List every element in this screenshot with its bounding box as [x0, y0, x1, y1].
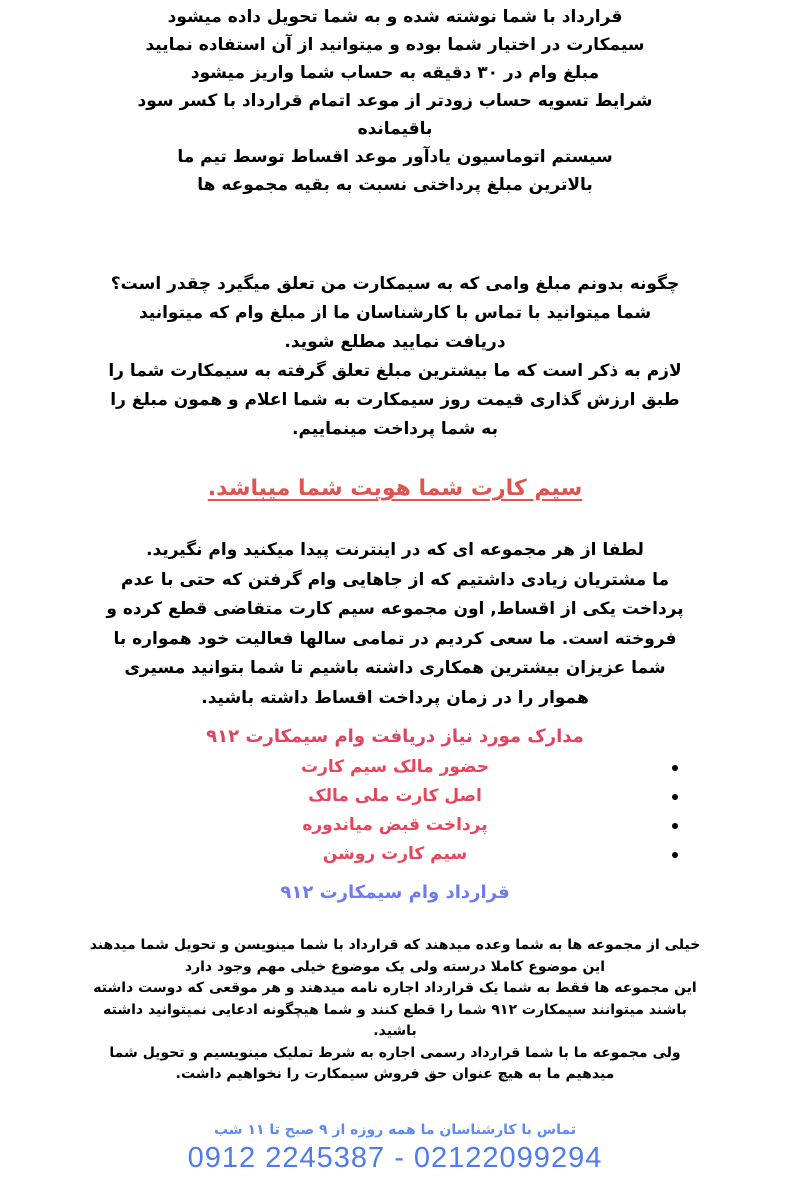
contract-line: این مجموعه ها فقط به شما یک قرارداد اجاره نامه میدهند و هر موقعی که دوست داشته	[93, 980, 697, 996]
warning-line: لطفا از هر مجموعه ای که در اینترنت پیدا میکنید وام نگیرید.	[146, 540, 644, 560]
list-item	[60, 840, 730, 869]
document-item-label: سیم کارت روشن	[322, 844, 468, 864]
loan-amount-faq	[60, 270, 730, 444]
warning-line: شما عزیزان بیشترین همکاری داشته باشیم تا شما بتوانید مسیری	[124, 658, 666, 678]
faq-answer-line: شما میتوانید با تماس با کارشناسان ما از مبلغ وام که میتوانید	[138, 303, 652, 323]
benefit-line: قرارداد با شما نوشته شده و به شما تحویل داده میشود	[167, 7, 623, 27]
benefit-line: سیمکارت در اختیار شما بوده و میتوانید از آن استفاده نمایید	[145, 35, 645, 55]
benefit-line: مبلغ وام در ۳۰ دقیقه به حساب شما واریز میشود	[190, 63, 600, 83]
faq-answer-line: دریافت نمایید مطلع شوید.	[284, 332, 506, 352]
warning-line: هموار را در زمان پرداخت اقساط داشته باشید.	[201, 687, 589, 708]
faq-question: چگونه بدونم مبلغ وامی که به سیمکارت من تعلق میگیرد چقدر است؟	[110, 274, 680, 294]
contact-hours: تماس با کارشناسان ما همه روزه از ۹ صبح تا ۱۱ شب	[213, 1122, 577, 1138]
faq-answer-line: لازم به ذکر است که ما بیشترین مبلغ تعلق گرفته به سیمکارت شما را	[108, 361, 682, 381]
document-item-label: پرداخت قبض میاندوره	[302, 815, 488, 835]
list-item	[60, 811, 730, 840]
required-documents-list	[60, 753, 730, 869]
phone-numbers-link[interactable]: 0912 2245387 - 02122099294	[187, 1142, 603, 1174]
document-item-label: اصل کارت ملی مالک	[308, 786, 482, 806]
list-item	[60, 782, 730, 811]
contract-line: این موضوع کاملا درسته ولی یک موضوع خیلی مهم وجود دارد	[184, 958, 606, 975]
contract-title: قرارداد وام سیمکارت ۹۱۲	[280, 882, 510, 903]
benefit-line: شرایط تسویه حساب زودتر از موعد اتمام قرارداد با کسر سود	[137, 91, 653, 111]
list-item	[60, 753, 730, 782]
bullet-icon	[672, 765, 678, 771]
warning-paragraph	[60, 536, 730, 713]
warning-line: ما مشتریان زیادی داشتیم که از جاهایی وام گرفتن که حتی با عدم	[120, 569, 669, 590]
faq-answer-line: به شما پرداخت مینماییم.	[291, 419, 498, 439]
required-documents-title: مدارک مورد نیاز دریافت وام سیمکارت ۹۱۲	[206, 726, 584, 747]
benefit-line: باقیمانده	[357, 119, 433, 139]
benefit-line: بالاترین مبلغ پرداختی نسبت به بقیه مجموعه ها	[197, 175, 593, 195]
contract-line: میدهیم ما به هیچ عنوان حق فروش سیمکارت را نخواهیم داشت.	[175, 1066, 615, 1082]
warning-line: فروخته است. ما سعی کردیم در تمامی سالها فعالیت خود همواره با	[113, 628, 677, 649]
warning-line: پرداخت یکی از اقساط, اون مجموعه سیم کارت متقاضی قطع کرده و	[106, 599, 684, 619]
identity-heading: سیم کارت شما هویت شما میباشد.	[207, 476, 583, 501]
contract-line: باشید.	[373, 1023, 417, 1039]
document-item-label: حضور مالک سیم کارت	[300, 757, 490, 777]
bullet-icon	[672, 823, 678, 829]
faq-answer-line: طبق ارزش گذاری قیمت روز سیمکارت به شما اعلام و همون مبلغ را	[110, 390, 680, 410]
benefit-line: سیستم اتوماسیون یادآور موعد اقساط توسط تیم ما	[177, 147, 613, 167]
contract-paragraph	[30, 935, 760, 1086]
bullet-icon	[672, 852, 678, 858]
contract-line: خیلی از مجموعه ها به شما وعده میدهند که قرارداد با شما مینویسن و تحویل شما میدهند	[89, 937, 701, 953]
contract-line: ولی مجموعه ما با شما قرارداد رسمی اجاره به شرط تملیک مینویسیم و تحویل شما	[109, 1044, 681, 1061]
bullet-icon	[672, 794, 678, 800]
benefits-list	[60, 3, 730, 199]
contract-line: باشند میتوانند سیمکارت ۹۱۲ شما را قطع کنند و شما هیچگونه ادعایی نمیتوانید داشته	[103, 1001, 687, 1018]
